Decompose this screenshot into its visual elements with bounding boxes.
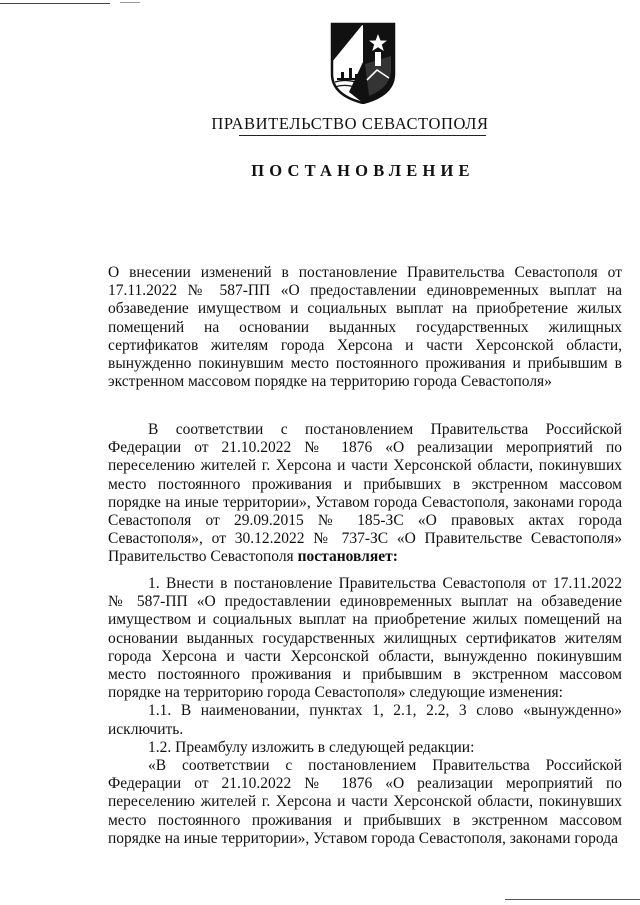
bottom-edge-rule — [505, 899, 640, 900]
top-edge-mark — [120, 2, 140, 3]
preamble-decision: постановляет: — [297, 548, 398, 566]
government-name-underline — [239, 135, 486, 136]
document-body — [108, 575, 622, 848]
preamble-text: В соответствии с постановлением Правительства Российской Федерации от 21.10.2022 № 1876 «О реализации мероприятий по переселению жителей г. Херсона и части Херсонской области, покинувших место постоянного проживания и прибывших в экстренном массовом порядке на иные территории», Уставом города Севастополя, законами города Севастополя от 29.09.2015 № 185-ЗС «О правовых актах города Севастополя», от 30.12.2022 № 737-ЗС «О Правительстве Севастополя» Правительство Севастополя — [108, 421, 622, 566]
document-subject — [108, 264, 622, 391]
top-edge-rule — [0, 3, 110, 4]
government-name: ПРАВИТЕЛЬСТВО СЕВАСТОПОЛЯ — [211, 114, 489, 133]
paragraph-1-1: 1.1. В наименовании, пунктах 1, 2.1, 2.2, 3 слово «вынужденно» исключить. — [108, 702, 622, 738]
document-type-title: ПОСТАНОВЛЕНИЕ — [251, 161, 475, 180]
subject-text: О внесении изменений в постановление Правительства Севастополя от 17.11.2022 № 587-ПП «О предоставлении единовременных выплат на обзаведение имуществом и социальных выплат на приобретение жилых помещений на основании выданных государственных жилищных сертификатов жителям города Херсона и части Херсонской области, вынужденно покинувшим место постоянного проживания и прибывшим в экстренном массовом порядке на территорию города Севастополя» — [108, 264, 622, 391]
sevastopol-coat-of-arms-icon — [329, 22, 397, 104]
paragraph-1-2: 1.2. Преамбулу изложить в следующей редакции: — [148, 738, 475, 756]
paragraph-1-2-quote: «В соответствии с постановлением Правительства Российской Федерации от 21.10.2022 № 1876 «О реализации мероприятий по переселению жителей г. Херсона и части Херсонской области, покинувших место постоянного проживания и прибывших в экстренном массовом порядке на иные территории», Уставом города Севастополя, законами города — [108, 757, 622, 847]
paragraph-1: 1. Внести в постановление Правительства Севастополя от 17.11.2022 № 587-ПП «О предоставлении единовременных выплат на обзаведение имуществом и социальных выплат на приобретение жилых помещений на основании выданных государственных жилищных сертификатов жителям города Херсона и части Херсонской области, вынужденно покинувшим место постоянного проживания и прибывшим в экстренном массовом порядке на территорию города Севастополя» следующие изменения: — [108, 575, 622, 702]
preamble-paragraph — [108, 421, 622, 567]
preamble — [108, 421, 622, 567]
